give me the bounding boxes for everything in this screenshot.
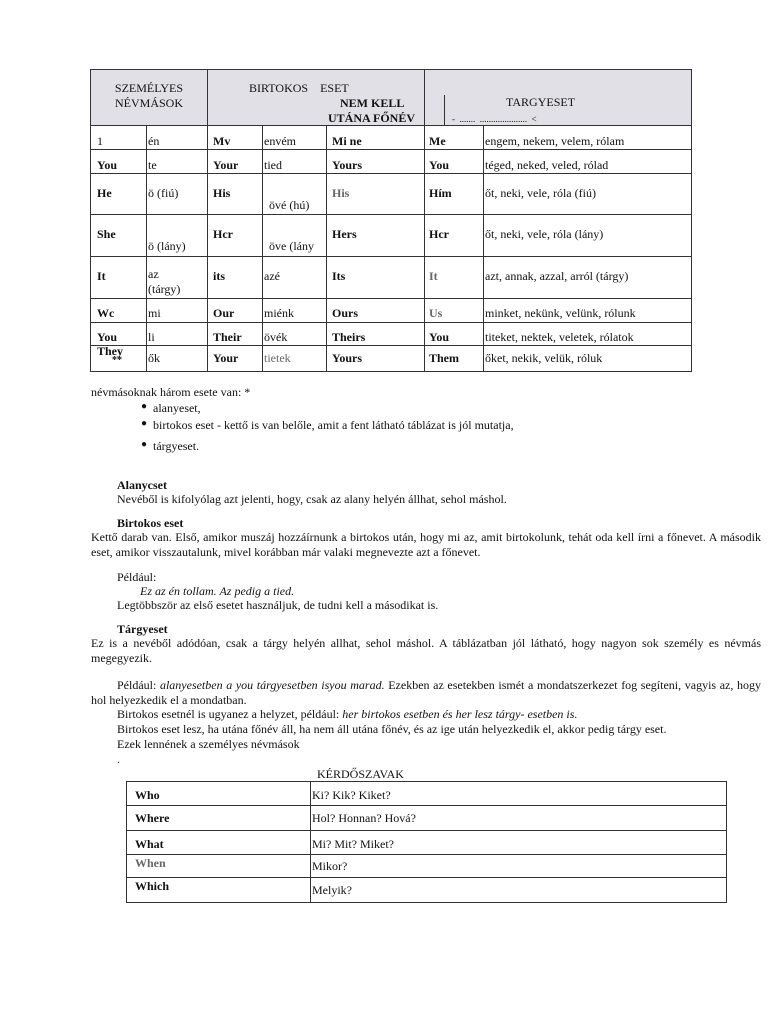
question-word-hu: Ki? Kik? Kiket? bbox=[312, 788, 391, 802]
section-title-targyeset: Tárgyeset bbox=[117, 622, 168, 636]
cell-hu: ö (lány) bbox=[148, 239, 186, 253]
paragraph-rule: Birtokos eset lesz, ha utána főnév áll, ha nem áll utána főnév, és az ige után helyezkedik el, akkor pedig tárgy eset. bbox=[117, 722, 667, 736]
bullet-icon: ● bbox=[141, 418, 148, 429]
cell-en: 1 bbox=[97, 134, 103, 148]
column-divider bbox=[262, 125, 263, 371]
example-note: Legtöbbször az első esetet használjuk, de tudni kell a másodikat is. bbox=[117, 598, 439, 612]
cell-en: You bbox=[97, 158, 118, 172]
header-no-noun-line1: NEM KELL bbox=[340, 96, 405, 110]
paragraph-summary: Ezek lennének a személyes névmások bbox=[117, 737, 300, 751]
cell-possessive: Your bbox=[213, 351, 239, 365]
intro-text: névmásoknak három esete van: * bbox=[91, 385, 251, 399]
cell-possessive-hu: miénk bbox=[264, 306, 294, 320]
cell-object: Me bbox=[429, 134, 446, 148]
cell-object: Us bbox=[429, 306, 443, 320]
cell-en: She bbox=[97, 227, 116, 241]
header-no-noun-line2: UTÁNA FŐNÉV bbox=[328, 111, 416, 125]
row-divider bbox=[91, 173, 691, 174]
cell-object-hu: téged, neked, veled, rólad bbox=[485, 158, 609, 172]
header-personal-line2: NÉVMÁSOK bbox=[114, 96, 183, 110]
cell-possessive: Hcr bbox=[213, 227, 233, 241]
cell-object: Them bbox=[429, 351, 459, 365]
cell-hu-line2: (tárgy) bbox=[148, 282, 181, 296]
cell-possessive-hu: azé bbox=[264, 269, 280, 283]
row-divider bbox=[91, 214, 691, 215]
bullet-icon: ● bbox=[141, 439, 148, 450]
cell-en: They bbox=[97, 344, 124, 358]
bullet-item: alanyeset, bbox=[153, 401, 201, 415]
cell-hu: te bbox=[148, 158, 157, 172]
column-divider bbox=[326, 125, 327, 371]
cell-possessive-hu: öve (lány bbox=[269, 239, 314, 253]
cell-hu: ö (fiú) bbox=[148, 186, 179, 200]
header-mark bbox=[444, 95, 445, 125]
cell-object: You bbox=[429, 330, 450, 344]
question-word: Which bbox=[135, 879, 170, 893]
question-word: What bbox=[135, 837, 164, 851]
row-divider bbox=[91, 345, 691, 346]
pronoun-table bbox=[90, 69, 692, 372]
column-divider bbox=[483, 125, 484, 371]
cell-en: Wc bbox=[97, 306, 115, 320]
cell-object: It bbox=[429, 269, 438, 283]
cell-hu-line1: az bbox=[148, 267, 159, 281]
header-object: TARGYESET bbox=[506, 95, 576, 109]
cell-possessive: Our bbox=[213, 306, 235, 320]
cell-possessive: Mv bbox=[213, 134, 231, 148]
question-table-title: KÉRDŐSZAVAK bbox=[317, 767, 404, 781]
paragraph-possessive-start: Birtokos esetnél is ugyanez a helyzet, például: bbox=[117, 707, 343, 721]
cell-hu: ők bbox=[148, 351, 160, 365]
cell-possessive-hu: tietek bbox=[264, 351, 291, 365]
paragraph-possessive-note bbox=[117, 707, 577, 721]
row-divider bbox=[91, 149, 691, 150]
cell-object-hu: azt, annak, azzal, arról (tárgy) bbox=[485, 269, 629, 283]
header-object-dots: - ....... ..................... < bbox=[452, 114, 537, 124]
cell-absolute: His bbox=[332, 186, 350, 200]
cell-object: Hcr bbox=[429, 227, 449, 241]
cell-possessive-hu: tied bbox=[264, 158, 282, 172]
cell-absolute: Ours bbox=[332, 306, 359, 320]
cell-absolute: Hers bbox=[332, 227, 357, 241]
paragraph-example bbox=[91, 678, 761, 708]
paragraph-example-label: Például: bbox=[117, 678, 160, 692]
cell-possessive: His bbox=[213, 186, 231, 200]
row-divider bbox=[91, 256, 691, 257]
section-title-alanyeset: Alanycset bbox=[117, 478, 167, 492]
header-possessive: BIRTOKOS ESET bbox=[249, 81, 349, 95]
cell-possessive: Their bbox=[213, 330, 242, 344]
cell-object-hu: minket, nekünk, velünk, rólunk bbox=[485, 306, 636, 320]
column-divider bbox=[310, 782, 311, 902]
cell-possessive: Your bbox=[213, 158, 239, 172]
row-divider bbox=[127, 877, 726, 878]
cell-hu: én bbox=[148, 134, 160, 148]
question-word-hu: Hol? Honnan? Hová? bbox=[312, 811, 416, 825]
cell-absolute: Theirs bbox=[332, 330, 366, 344]
header-personal-line1: SZEMÉLYES bbox=[114, 81, 184, 95]
question-word: When bbox=[135, 856, 166, 870]
cell-absolute: Yours bbox=[332, 158, 363, 172]
section-title-birtokos: Birtokos eset bbox=[117, 516, 184, 530]
question-word: Where bbox=[135, 811, 170, 825]
row-divider bbox=[127, 854, 726, 855]
cell-possessive-hu: envém bbox=[264, 134, 296, 148]
column-divider bbox=[207, 70, 208, 371]
question-words-table bbox=[126, 781, 727, 903]
row-divider bbox=[127, 830, 726, 831]
cell-possessive: its bbox=[213, 269, 225, 283]
question-word-hu: Mi? Mit? Miket? bbox=[312, 837, 394, 851]
question-word-hu: Melyik? bbox=[312, 883, 352, 897]
example-sentence: Ez az én tollam. Az pedig a tied. bbox=[140, 584, 295, 598]
column-divider bbox=[424, 70, 425, 371]
section-body-birtokos: Kettő darab van. Első, amikor muszáj hozzáírnunk a birtokos után, hogy mi az, amit birtokolunk, tehát oda kell írni a főnevet. A második eset, amikor visszautalunk, mivel korábban már valaki megnevezte azt a főnevet. bbox=[91, 530, 761, 559]
question-word-hu: Mikor? bbox=[312, 859, 348, 873]
cell-object-hu: titeket, nektek, veletek, rólatok bbox=[485, 330, 634, 344]
section-body-alanyeset: Nevéből is kifolyólag azt jelenti, hogy, csak az alany helyén állhat, sehol máshol. bbox=[117, 492, 507, 506]
cell-absolute: Mi ne bbox=[332, 134, 362, 148]
cell-absolute: Yours bbox=[332, 351, 363, 365]
cell-object-hu: őket, nekik, velük, róluk bbox=[485, 351, 603, 365]
example-label: Például: bbox=[117, 570, 157, 584]
cell-object-hu: őt, neki, vele, róla (fiú) bbox=[485, 186, 596, 200]
cell-hu: li bbox=[148, 330, 155, 344]
cell-en: You bbox=[97, 330, 118, 344]
cell-possessive-hu: övék bbox=[264, 330, 288, 344]
paragraph-example-rest: Ezekben az esetekben ismét a mondatszerkezet fog segíteni, vagyis az, hogy hol helyezkedik el a mondatban. bbox=[91, 678, 761, 707]
section-body-targyeset: Ez is a nevéből adódóan, csak a tárgy helyén allhat, sehol máshol. A táblázatban jól látható, hogy nagyon sok személy es névmás megegyezik. bbox=[91, 636, 761, 665]
paragraph-example-italic: alanyesetben a you tárgyesetben isyou marad. bbox=[159, 678, 385, 692]
cell-object: You bbox=[429, 158, 450, 172]
cell-hu: mi bbox=[148, 306, 161, 320]
cell-en-extra: ** bbox=[112, 355, 122, 366]
cell-object-hu: őt, neki, vele, róla (lány) bbox=[485, 227, 604, 241]
cell-object-hu: engem, nekem, velem, rólam bbox=[485, 134, 625, 148]
cell-absolute: Its bbox=[332, 269, 346, 283]
cell-en: It bbox=[97, 269, 106, 283]
column-divider bbox=[146, 125, 147, 371]
question-word: Who bbox=[135, 788, 160, 802]
bullet-icon: ● bbox=[141, 401, 148, 412]
paragraph-possessive-italic: her birtokos esetben és her lesz tárgy- esetben is. bbox=[342, 707, 578, 721]
cell-object: Hím bbox=[429, 186, 452, 200]
row-divider bbox=[91, 298, 691, 299]
bullet-item: birtokos eset - kettő is van belőle, amit a fent látható táblázat is jól mutatja, bbox=[153, 418, 514, 432]
stray-dot: . bbox=[117, 752, 120, 766]
cell-en: He bbox=[97, 186, 112, 200]
bullet-item: tárgyeset. bbox=[153, 439, 200, 453]
cell-possessive-hu: övé (hú) bbox=[269, 198, 310, 212]
row-divider bbox=[91, 322, 691, 323]
row-divider bbox=[127, 805, 726, 806]
